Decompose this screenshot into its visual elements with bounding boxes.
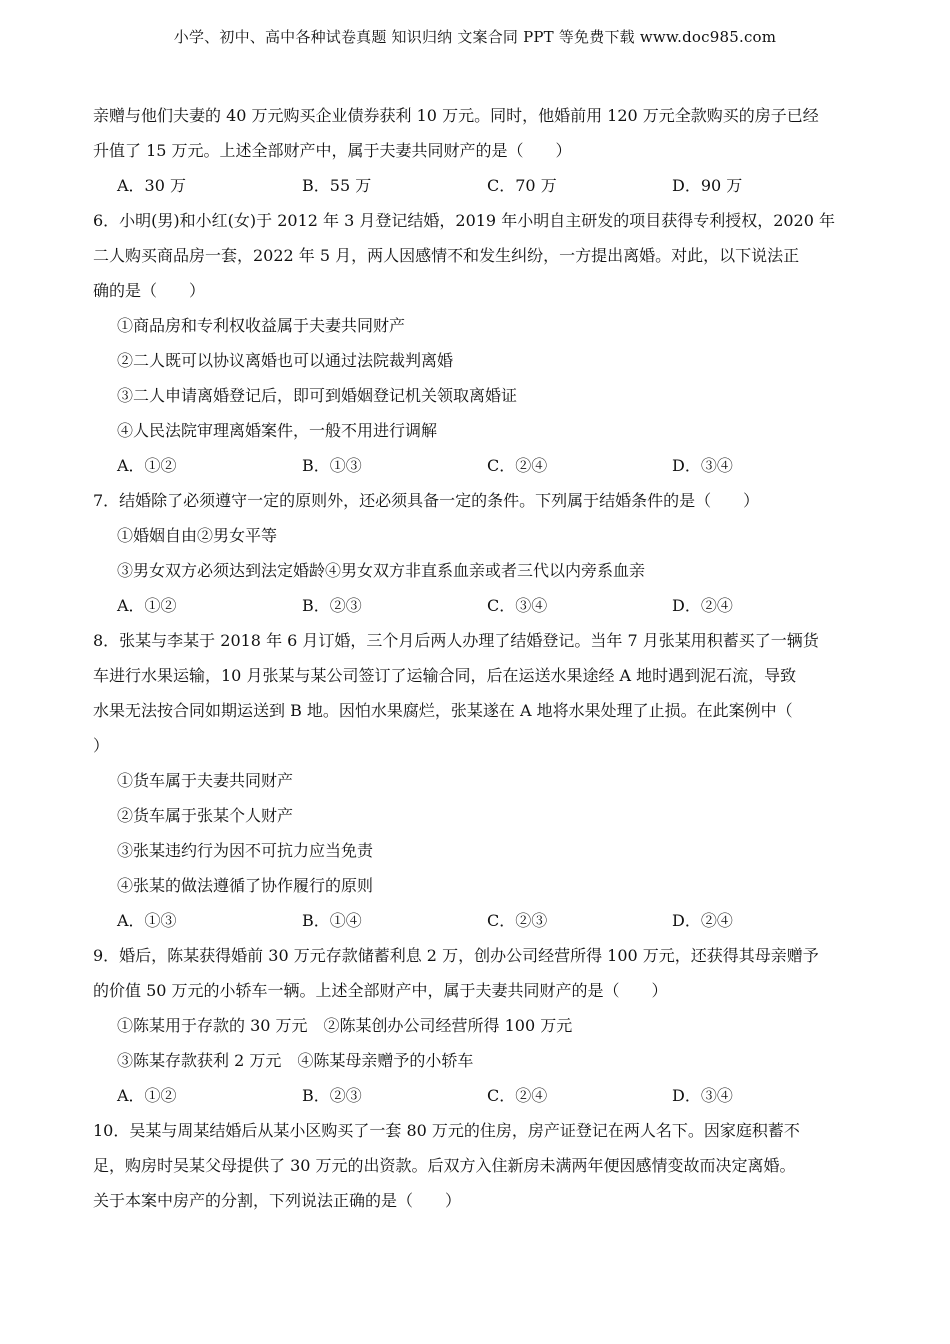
question-block — [93, 1113, 863, 1218]
answer-option: D．③④ — [672, 1086, 733, 1105]
question-item: ③二人申请离婚登记后，即可到婚姻登记机关领取离婚证 — [117, 386, 518, 405]
question-item: ③男女双方必须达到法定婚龄④男女双方非直系血亲或者三代以内旁系血亲 — [117, 561, 646, 580]
answer-option: C．70 万 — [487, 176, 557, 195]
answer-options — [93, 588, 863, 623]
answer-options — [93, 168, 863, 203]
question-item: ①货车属于夫妻共同财产 — [117, 771, 294, 790]
answer-option: D．③④ — [672, 456, 733, 475]
question-item: ④张某的做法遵循了协作履行的原则 — [117, 876, 374, 895]
question-item: ①婚姻自由②男女平等 — [117, 526, 278, 545]
answer-option: C．②④ — [487, 456, 548, 475]
question-block — [93, 938, 863, 1113]
answer-option: D．②④ — [672, 911, 733, 930]
question-item: ②货车属于张某个人财产 — [117, 806, 294, 825]
question-block — [93, 483, 863, 623]
question-item: ④人民法院审理离婚案件，一般不用进行调解 — [117, 421, 438, 440]
question-stem-line: 车进行水果运输，10 月张某与某公司签订了运输合同，后在运送水果途经 A 地时遇到泥石流，导致 — [93, 666, 797, 685]
answer-option: C．③④ — [487, 596, 548, 615]
question-stem-line: ） — [93, 736, 110, 755]
answer-option: A．30 万 — [117, 176, 187, 195]
question-stem-line: 6．小明(男)和小红(女)于 2012 年 3 月登记结婚，2019 年小明自主研发的项目获得专利授权，2020 年 — [93, 211, 836, 230]
question-item: ①商品房和专利权收益属于夫妻共同财产 — [117, 316, 406, 335]
answer-option: B．②③ — [302, 596, 362, 615]
question-block — [93, 623, 863, 938]
answer-options — [93, 903, 863, 938]
answer-option: A．①② — [117, 596, 177, 615]
question-stem-line: 二人购买商品房一套，2022 年 5 月，两人因感情不和发生纠纷，一方提出离婚。对此，以下说法正 — [93, 246, 800, 265]
question-list — [93, 98, 863, 1218]
question-item: ③陈某存款获利 2 万元 ④陈某母亲赠予的小轿车 — [117, 1051, 474, 1070]
page-header: 小学、初中、高中各种试卷真题 知识归纳 文案合同 PPT 等免费下载 www.doc985.com — [173, 28, 777, 46]
answer-option: B．①④ — [302, 911, 362, 930]
question-stem-line: 亲赠与他们夫妻的 40 万元购买企业债券获利 10 万元。同时，他婚前用 120 万元全款购买的房子已经 — [93, 106, 819, 125]
question-item: ③张某违约行为因不可抗力应当免责 — [117, 841, 374, 860]
question-stem-line: 升值了 15 万元。上述全部财产中，属于夫妻共同财产的是（ ） — [93, 141, 572, 160]
answer-option: A．①② — [117, 456, 177, 475]
answer-option: B．55 万 — [302, 176, 372, 195]
answer-option: B．②③ — [302, 1086, 362, 1105]
answer-options — [93, 1078, 863, 1113]
question-block — [93, 203, 863, 483]
answer-option: A．①② — [117, 1086, 177, 1105]
question-item: ②二人既可以协议离婚也可以通过法院裁判离婚 — [117, 351, 454, 370]
answer-option: D．②④ — [672, 596, 733, 615]
question-stem-line: 水果无法按合同如期运送到 B 地。因怕水果腐烂，张某遂在 A 地将水果处理了止损。在此案例中（ — [93, 701, 793, 720]
question-item: ①陈某用于存款的 30 万元 ②陈某创办公司经营所得 100 万元 — [117, 1016, 573, 1035]
answer-option: A．①③ — [117, 911, 177, 930]
question-block — [93, 98, 863, 203]
question-stem-line: 的价值 50 万元的小轿车一辆。上述全部财产中，属于夫妻共同财产的是（ ） — [93, 981, 668, 1000]
answer-options — [93, 448, 863, 483]
question-stem-line: 确的是（ ） — [93, 281, 206, 300]
question-stem-line: 关于本案中房产的分割，下列说法正确的是（ ） — [93, 1191, 462, 1210]
answer-option: D．90 万 — [672, 176, 743, 195]
answer-option: B．①③ — [302, 456, 362, 475]
question-stem-line: 8．张某与李某于 2018 年 6 月订婚，三个月后两人办理了结婚登记。当年 7 月张某用积蓄买了一辆货 — [93, 631, 819, 650]
answer-option: C．②④ — [487, 1086, 548, 1105]
question-stem-line: 足，购房时吴某父母提供了 30 万元的出资款。后双方入住新房未满两年便因感情变故而决定离婚。 — [93, 1156, 796, 1175]
question-stem-line: 10．吴某与周某结婚后从某小区购买了一套 80 万元的住房，房产证登记在两人名下。因家庭积蓄不 — [93, 1121, 800, 1140]
answer-option: C．②③ — [487, 911, 548, 930]
question-stem-line: 9．婚后，陈某获得婚前 30 万元存款储蓄利息 2 万，创办公司经营所得 100 万元，还获得其母亲赠予 — [93, 946, 819, 965]
question-stem-line: 7．结婚除了必须遵守一定的原则外，还必须具备一定的条件。下列属于结婚条件的是（ ） — [93, 491, 760, 510]
